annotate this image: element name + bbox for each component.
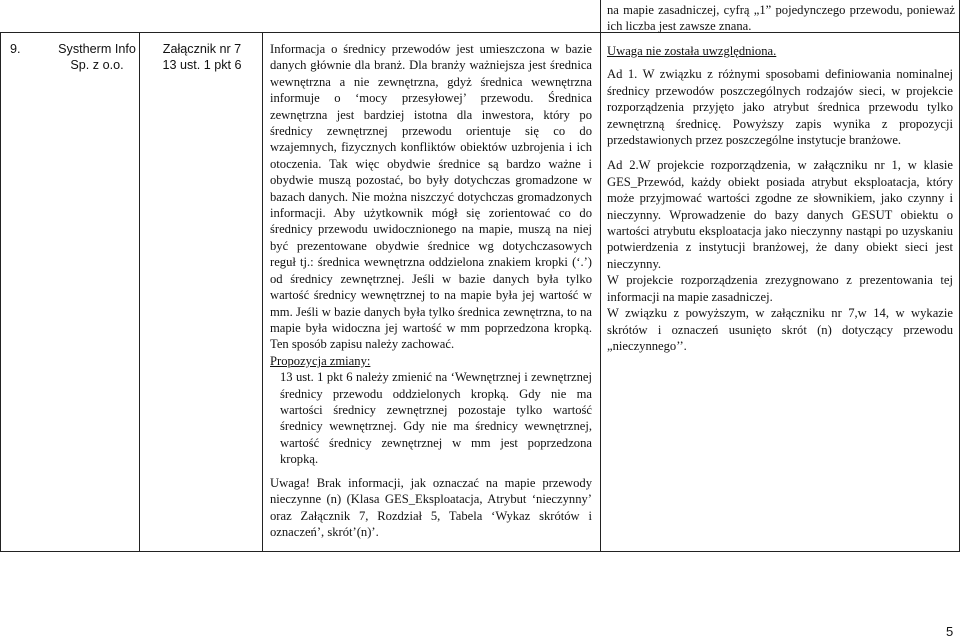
col-divider-4 [600, 0, 601, 552]
response-heading: Uwaga nie została uwzględniona. [607, 44, 777, 58]
proposal-heading: Propozycja zmiany: [270, 353, 371, 368]
response-paragraph-4: W związku z powyższym, w załączniku nr 7,w 14, w wykazie skrótów i oznaczeń usunięto skrót (n) dotyczący przewodu „nieczynnego’’. [607, 306, 953, 353]
col-divider-2 [139, 32, 140, 552]
proposal-text: 13 ust. 1 pkt 6 należy zmienić na ‘Wewnętrznej i zewnętrznej średnicy przewodu oddzielonych kropką. Gdy nie ma wartości średnicy zewnętrznej pozostaje tylko wartość średnicy wewnętrznej. Gdy nie ma średnicy wewnętrznej, wartość średnicy zewnętrznej w mm jest poprzedzona kropką. [280, 370, 592, 467]
response-paragraph-2: Ad 2.W projekcie rozporządzenia, w załączniku nr 1, w klasie GES_Przewód, każdy obiekt posiada atrybut eksploatacja, który może przyjmować wartości zgodne ze słownikiem, jako czynny i nieczynny. Wprowadzenie do bazy danych GESUT obiektu o wartości atrybutu eksploatacja jako nieczynny nastąpi po uzyskaniu potwierdzenia z instytucji branżowej, że dany obiekt sieci jest nieczynny. [607, 158, 953, 271]
response-paragraph-3: W projekcie rozporządzenia zrezygnowano z prezentowania tej informacji na mapie zasadniczej. [607, 273, 953, 304]
submitter-name: Systherm Info Sp. z o.o. [58, 42, 136, 73]
row-number: 9. [10, 42, 21, 56]
page-number: 5 [946, 624, 954, 639]
top-continuation-text: na mapie zasadniczej, cyfrą „1” pojedynczego przewodu, ponieważ ich liczba jest zawsze znana. [607, 3, 955, 34]
table-bottom-rule [0, 551, 960, 552]
response-cell [607, 43, 953, 354]
document-reference: Załącznik nr 7 13 ust. 1 pkt 6 [162, 42, 242, 73]
remark-paragraph: Informacja o średnicy przewodów jest umieszczona w bazie danych głównie dla branż. Dla branży ważniejsza jest średnica wewnętrzna a nie zewnętrzna, gdyż średnica wewnętrzna informuje o ‘mocy przesyłowej’ przewodu. Średnica zewnętrzna jest bardziej istotna dla inwestora, który po średnicy zewnętrznej przewodu orientuje się co do wzajemnych, fizycznych konfliktów obiektów uzbrojenia i ich otoczenia. Tak więc obydwie średnice są bardzo ważne i obydwie muszą pozostać, bo były dotychczas gromadzone w bazach danych. Nie można niszczyć dotychczas gromadzonych informacji. Aby użytkownik mógł się zorientować co do średnicy przewodu uwidocznionego na mapie, muszą na niej być prezentowane obydwie średnice wg dotychczasowych reguł tj.: średnica wewnętrzna oddzielona znakiem kropki (‘.’) od średnicy zewnętrznej. Jeśli w bazie danych była tylko wartość średnicy wewnętrznej to na mapie była jej wartość w mm. Jeśli w bazie danych była tylko średnica zewnętrzna, to na mapie była widoczna jej wartość w mm poprzedzona kropką. Ten sposób zapisu należy zachować. [270, 42, 592, 352]
note-text: Uwaga! Brak informacji, jak oznaczać na mapie przewody nieczynne (n) (Klasa GES_Eksploatacja, Atrybut ‘nieczynny’ oraz Załącznik 7, Rozdział 5, Tabela ‘Wykaz skrótów i oznaczeń’, skrót’(n)’. [270, 476, 592, 540]
col-divider-1 [0, 32, 1, 552]
remark-cell [270, 41, 592, 468]
response-paragraph-1: Ad 1. W związku z różnymi sposobami definiowania nominalnej średnicy przewodów poszczególnych rodzajów sieci, w projekcie rozporządzenia przyjęto jako atrybut średnica przewodu tylko zewnętrzną średnicę. Powyższy zapis wynika z propozycji przedstawionych przez poszczególne instytucje branżowe. [607, 67, 953, 148]
col-divider-3 [262, 32, 263, 552]
